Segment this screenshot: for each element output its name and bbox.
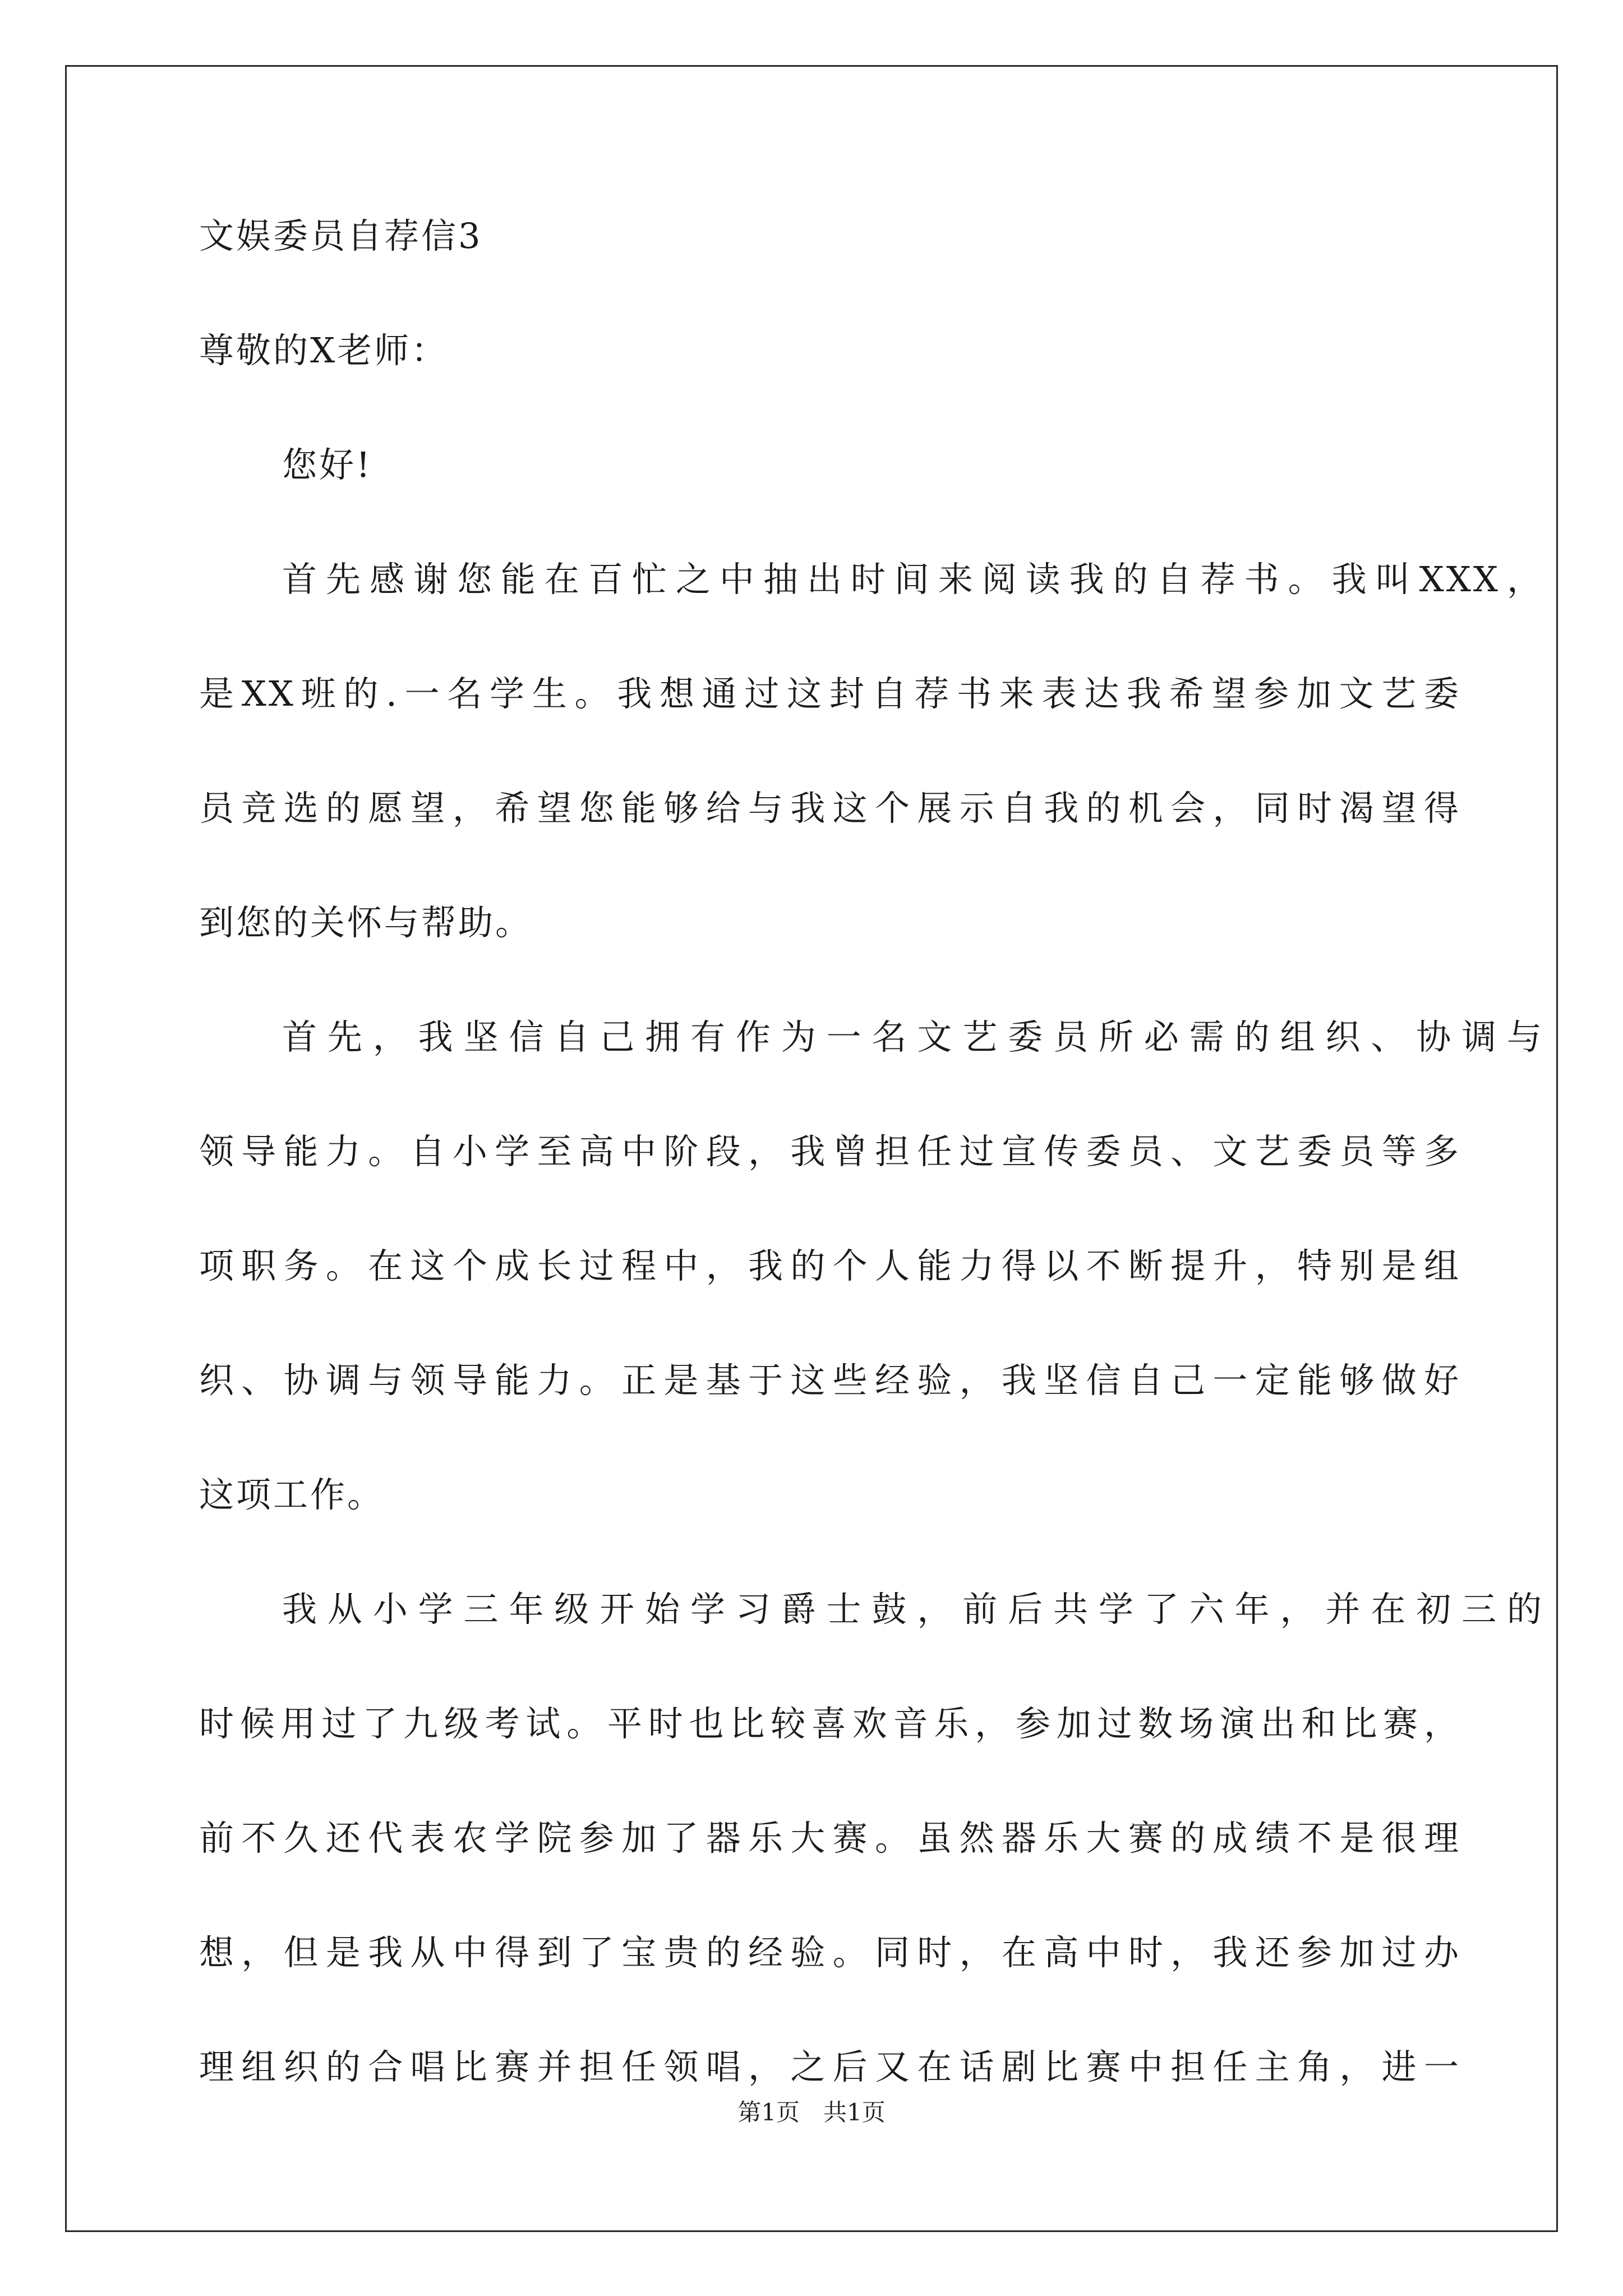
document-title: 文娱委员自荐信3 (199, 215, 483, 256)
paragraph-line: 是XX班的.一名学生。我想通过这封自荐书来表达我希望参加文艺委 (199, 673, 1461, 714)
greeting: 您好! (282, 444, 372, 485)
paragraph-line: 时候用过了九级考试。平时也比较喜欢音乐，参加过数场演出和比赛， (199, 1703, 1461, 1744)
page-number-footer: 第1页 共1页 (737, 2099, 886, 2126)
document-body (199, 215, 1544, 2087)
paragraph-line: 理组织的合唱比赛并担任领唱，之后又在话剧比赛中担任主角，进一 (199, 2046, 1461, 2087)
paragraph-line: 我从小学三年级开始学习爵士鼓，前后共学了六年，并在初三的 (282, 1589, 1544, 1630)
paragraph-2 (199, 1016, 1544, 1515)
paragraph-line: 到您的关怀与帮助。 (199, 902, 533, 943)
paragraph-line: 首先感谢您能在百忙之中抽出时间来阅读我的自荐书。我叫XXX， (282, 559, 1544, 600)
paragraph-line: 织、协调与领导能力。正是基于这些经验，我坚信自己一定能够做好 (199, 1360, 1461, 1401)
paragraph-line: 前不久还代表农学院参加了器乐大赛。虽然器乐大赛的成绩不是很理 (199, 1818, 1461, 1858)
paragraph-line: 首先，我坚信自己拥有作为一名文艺委员所必需的组织、协调与 (282, 1016, 1544, 1057)
paragraph-line: 想，但是我从中得到了宝贵的经验。同时，在高中时，我还参加过办 (199, 1932, 1461, 1973)
salutation: 尊敬的X老师： (199, 330, 449, 371)
paragraph-line: 领导能力。自小学至高中阶段，我曾担任过宣传委员、文艺委员等多 (199, 1131, 1461, 1172)
paragraph-line: 这项工作。 (199, 1474, 385, 1515)
paragraph-1 (199, 559, 1544, 943)
paragraph-line: 项职务。在这个成长过程中，我的个人能力得以不断提升，特别是组 (199, 1245, 1461, 1286)
paragraph-line: 员竞选的愿望，希望您能够给与我这个展示自我的机会，同时渴望得 (199, 788, 1461, 829)
paragraph-3 (199, 1589, 1544, 2087)
